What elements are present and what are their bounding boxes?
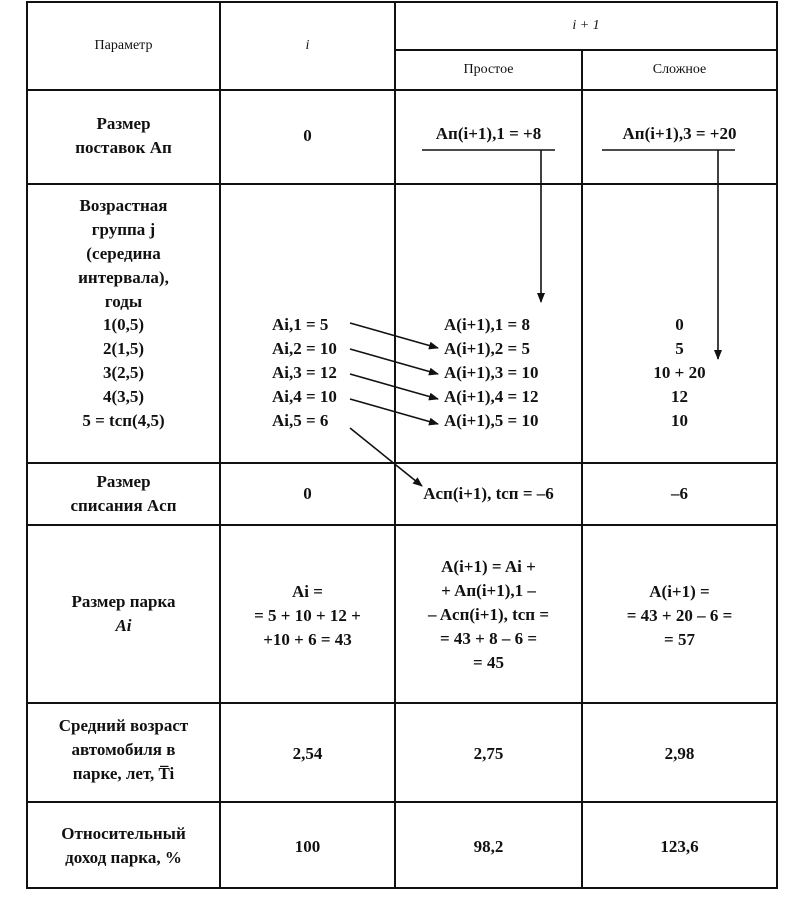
list-item: 1(0,5) [102,315,145,334]
list-item: Ai,2 = 10 [272,339,337,358]
fleet-label: Размер парка Ai [71,592,176,635]
header-i: i [305,38,310,53]
header-simple: Простое [463,62,514,77]
income-label: Относительный доход парка, % [61,824,186,867]
list-item: 0 [675,315,684,334]
list-item: A(i+1),1 = 8 [444,315,530,334]
list-item: Ai,1 = 5 [272,315,329,334]
list-item: 5 [675,339,684,358]
deliveries-i: 0 [303,126,312,145]
income-complex: 123,6 [660,837,699,856]
list-item: A(i+1),2 = 5 [444,339,530,358]
header-i-plus-1: i + 1 [572,18,600,33]
avg-age-label: Средний возраст автомобиля в парке, лет, T̅i [58,716,189,783]
list-item: 4(3,5) [102,387,145,406]
list-item: 2(1,5) [102,339,145,358]
list-item: Ai,3 = 12 [272,363,337,382]
fleet-i: Ai = = 5 + 10 + 12 + +10 + 6 = 43 [254,582,361,649]
list-item: Ai,5 = 6 [272,411,329,430]
list-item: 10 + 20 [653,363,706,382]
list-item: A(i+1),5 = 10 [444,411,539,430]
deliveries-simple: Aп(i+1),1 = +8 [435,124,542,143]
arrow-writeoff [350,428,422,486]
writeoff-i: 0 [303,484,312,503]
writeoff-complex: –6 [671,484,688,503]
list-item: Ai,4 = 10 [272,387,337,406]
income-i: 100 [294,837,321,856]
header-complex: Сложное [652,62,707,77]
list-item: 12 [671,387,688,406]
age-simple-values [444,313,580,433]
avg-age-i: 2,54 [292,744,323,763]
avg-age-simple: 2,75 [473,744,504,763]
list-item: A(i+1),3 = 10 [444,363,539,382]
income-simple: 98,2 [473,837,504,856]
fleet-complex: A(i+1) = = 43 + 20 – 6 = = 57 [626,582,733,649]
list-item: 3(2,5) [102,363,145,382]
list-item: 5 = tсп(4,5) [82,411,165,430]
deliveries-label: Размер поставок Aп [75,114,172,157]
age-i-values [272,313,392,433]
list-item: A(i+1),4 = 12 [444,387,539,406]
writeoff-label: Размер списания Aсп [70,472,177,515]
header-param: Параметр [94,38,153,53]
avg-age-complex: 2,98 [664,744,695,763]
age-label: Возрастная группа j (середина интервала), годы [78,196,169,311]
list-item: 10 [671,411,688,430]
fleet-simple: A(i+1) = Ai + + Aп(i+1),1 – – Aсп(i+1), tсп = = 43 + 8 – 6 = = 45 [427,557,550,672]
age-groups [27,313,220,433]
writeoff-simple: Aсп(i+1), tсп = –6 [423,484,554,503]
deliveries-complex: Aп(i+1),3 = +20 [622,124,737,143]
age-complex-values [582,313,777,433]
